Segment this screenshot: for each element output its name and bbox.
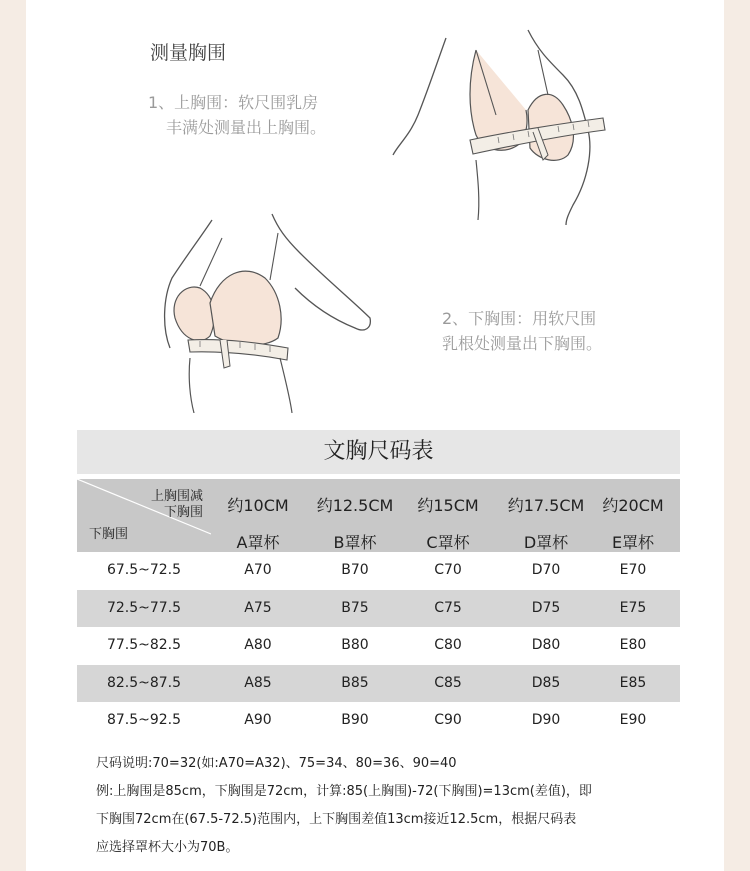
corner-underbust-label: 下胸围 [89,527,129,542]
difference-header: 约10CM [227,496,289,515]
size-cell: A90 [244,712,272,729]
table-row [77,627,680,665]
table-row [77,552,680,590]
difference-header: 约20CM [602,496,664,515]
corner-difference-label [143,489,203,521]
size-cell: C70 [434,562,462,578]
cup-header: D罩杯 [523,533,569,552]
table-corner-cell [77,479,211,552]
size-cell: D90 [531,712,561,729]
difference-header: 约12.5CM [316,496,394,515]
upper-bust-note-line1: 1、上胸围：软尺围乳房 [148,93,319,112]
size-cell: A70 [244,562,272,578]
size-cell: B80 [341,637,369,654]
under-bust-note-line2: 乳根处测量出下胸围。 [442,334,603,353]
size-table-title: 文胸尺码表 [77,430,680,474]
table-row [77,702,680,740]
size-table-header [77,479,680,552]
size-note-line: 下胸围72cm在(67.5-72.5)范围内，上下胸围差值13cm接近12.5cm，根据尺码表 [96,812,577,827]
size-note-line: 应选择罩杯大小为70B。 [96,840,239,855]
cup-header: A罩杯 [236,533,280,552]
size-cell: E90 [619,712,647,729]
difference-header: 约17.5CM [507,496,585,515]
table-row [77,590,680,628]
underbust-range: 87.5~92.5 [106,712,182,729]
measure-title: 测量胸围 [150,42,227,64]
underbust-range: 67.5~72.5 [106,562,182,578]
cup-header: B罩杯 [333,533,377,552]
cup-header: E罩杯 [611,533,655,552]
under-bust-note-line1: 2、下胸围：用软尺围 [442,309,597,328]
size-cell: A75 [244,599,272,616]
size-cell: D80 [531,637,561,654]
size-cell: E75 [619,599,647,616]
size-cell: C75 [434,599,462,616]
size-note-line: 尺码说明:70=32(如:A70=A32)、75=34、80=36、90=40 [96,756,457,771]
size-note-line: 例:上胸围是85cm，下胸围是72cm，计算:85(上胸围)-72(下胸围)=13cm(差值)，即 [96,784,592,799]
size-cell: C85 [434,674,462,691]
upper-bust-note [148,90,326,140]
size-cell: A80 [244,637,272,654]
size-cell: E80 [619,637,647,654]
size-cell: D85 [531,674,561,691]
size-cell: C80 [434,637,462,654]
size-cell: B70 [341,562,369,578]
cup-header: C罩杯 [426,533,470,552]
size-table [77,479,680,740]
size-cell: B85 [341,674,369,691]
under-bust-note [442,306,602,356]
table-row [77,665,680,703]
size-notes [96,750,592,862]
difference-header: 约15CM [417,496,479,515]
corner-label-line2: 下胸围 [163,505,203,520]
underbust-range: 82.5~87.5 [106,674,182,691]
size-cell: B90 [341,712,369,729]
upper-bust-note-line2: 丰满处测量出上胸围。 [166,118,327,137]
underbust-range: 72.5~77.5 [106,599,182,616]
corner-label-line1: 上胸围减 [150,489,203,504]
underbust-range: 77.5~82.5 [106,637,182,654]
size-cell: D70 [531,562,561,578]
size-cell: D75 [531,599,561,616]
size-cell: C90 [434,712,462,729]
size-cell: E70 [619,562,647,578]
upper-bust-illustration [388,20,628,225]
size-cell: B75 [341,599,369,616]
size-cell: E85 [619,674,647,691]
size-cell: A85 [244,674,272,691]
under-bust-illustration [160,208,375,413]
